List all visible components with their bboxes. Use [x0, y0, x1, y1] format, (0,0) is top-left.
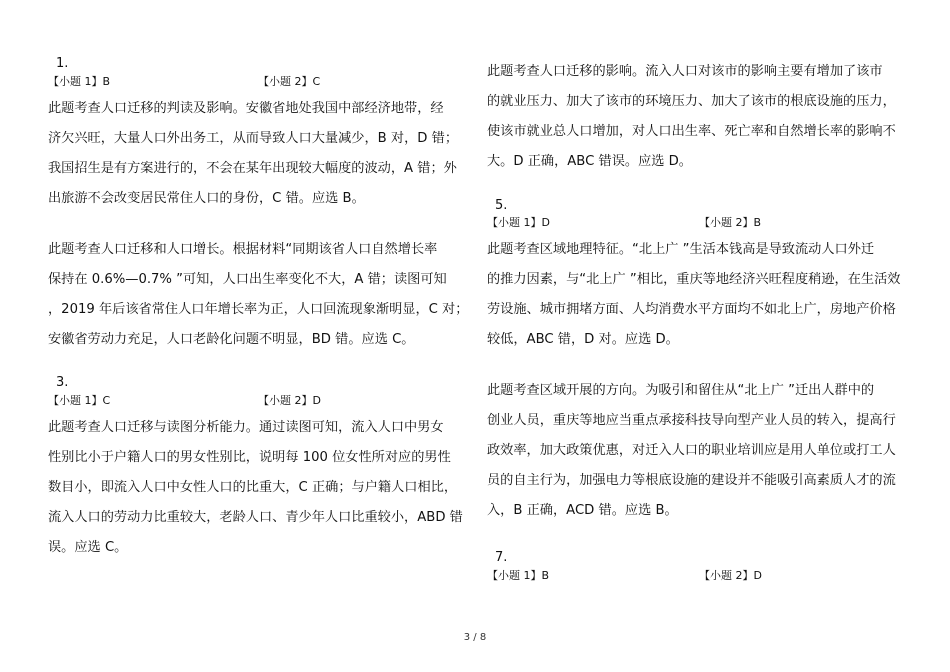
q1-explanation-1	[48, 94, 458, 214]
q4-explanation	[487, 57, 896, 177]
text-line: 政效率，加大政策优惠，对迁入人口的职业培训应是用人单位或打工人	[487, 443, 896, 458]
text-line: 使该市就业总人口增加，对人口出生率、死亡率和自然增长率的影响不	[487, 124, 896, 139]
text-line: 此题考查区域开展的方向。为吸引和留住从“北上广 ”迁出人群中的	[487, 383, 875, 398]
text-line: 性别比小于户籍人口的男女性别比，说明每 100 位女性所对应的男性	[48, 450, 451, 465]
q1-answer-2: 【小题 2】C	[258, 75, 321, 88]
q1-answer-1: 【小题 1】B	[48, 75, 111, 88]
question-number-1: 1.	[56, 56, 69, 71]
text-line: 误。应选 C。	[48, 540, 128, 555]
q5-explanation-1	[487, 235, 900, 355]
text-line: 大。D 正确，ABC 错误。应选 D。	[487, 154, 692, 169]
text-line: 创业人员，重庆等地应当重点承接科技导向型产业人员的转入，提高行	[487, 413, 896, 428]
q3-answer-1: 【小题 1】C	[48, 394, 111, 407]
q3-answer-2: 【小题 2】D	[258, 394, 321, 407]
text-line: 流入人口的劳动力比重较大，老龄人口、青少年人口比重较小，ABD 错	[48, 510, 463, 525]
question-number-5: 5.	[495, 198, 508, 213]
text-line: 安徽省劳动力充足，人口老龄化问题不明显，BD 错。应选 C。	[48, 332, 415, 347]
text-line: 此题考查区域地理特征。“北上广 ”生活本钱高是导致流动人口外迁	[487, 242, 875, 257]
q7-answer-2: 【小题 2】D	[699, 569, 762, 582]
text-line: 较低，ABC 错，D 对。应选 D。	[487, 332, 679, 347]
text-line: 济欠兴旺，大量人口外出务工，从而导致人口大量减少，B 对，D 错；	[48, 131, 459, 146]
q5-explanation-2	[487, 376, 896, 526]
q5-answer-1: 【小题 1】D	[487, 216, 550, 229]
q5-answer-2: 【小题 2】B	[699, 216, 762, 229]
text-line: 出旅游不会改变居民常住人口的身份，C 错。应选 B。	[48, 191, 365, 206]
page-number: 3 / 8	[463, 632, 487, 643]
text-line: 我国招生是有方案进行的，不会在某年出现较大幅度的波动，A 错；外	[48, 161, 457, 176]
question-number-7: 7.	[495, 550, 508, 565]
text-line: 保持在 0.6%—0.7% ”可知，人口出生率变化不大，A 错；读图可知	[48, 272, 447, 287]
q7-answer-1: 【小题 1】B	[487, 569, 550, 582]
text-line: 劳设施、城市拥堵方面、人均消费水平方面均不如北上广，房地产价格	[487, 302, 896, 317]
text-line: ，2019 年后该省常住人口年增长率为正，人口回流现象渐明显，C 对；	[48, 302, 469, 317]
text-line: 此题考查人口迁移与读图分析能力。通过读图可知，流入人口中男女	[48, 420, 444, 435]
text-line: 数目小，即流入人口中女性人口的比重大，C 正确；与户籍人口相比，	[48, 480, 458, 495]
text-line: 入，B 正确，ACD 错。应选 B。	[487, 503, 678, 518]
text-line: 此题考查人口迁移的判读及影响。安徽省地处我国中部经济地带，经	[48, 101, 444, 116]
text-line: 的推力因素，与“北上广 ”相比，重庆等地经济兴旺程度稍逊，在生活效	[487, 272, 901, 287]
text-line: 此题考查人口迁移的影响。流入人口对该市的影响主要有增加了该市	[487, 64, 883, 79]
q1-explanation-2	[48, 235, 468, 355]
q3-explanation-1	[48, 413, 463, 563]
text-line: 员的自主行为，加强电力等根底设施的建设并不能吸引高素质人才的流	[487, 473, 896, 488]
text-line: 的就业压力、加大了该市的环境压力、加大了该市的根底设施的压力，	[487, 94, 896, 109]
question-number-3: 3.	[56, 375, 69, 390]
text-line: 此题考查人口迁移和人口增长。根据材料“同期该省人口自然增长率	[48, 242, 438, 257]
